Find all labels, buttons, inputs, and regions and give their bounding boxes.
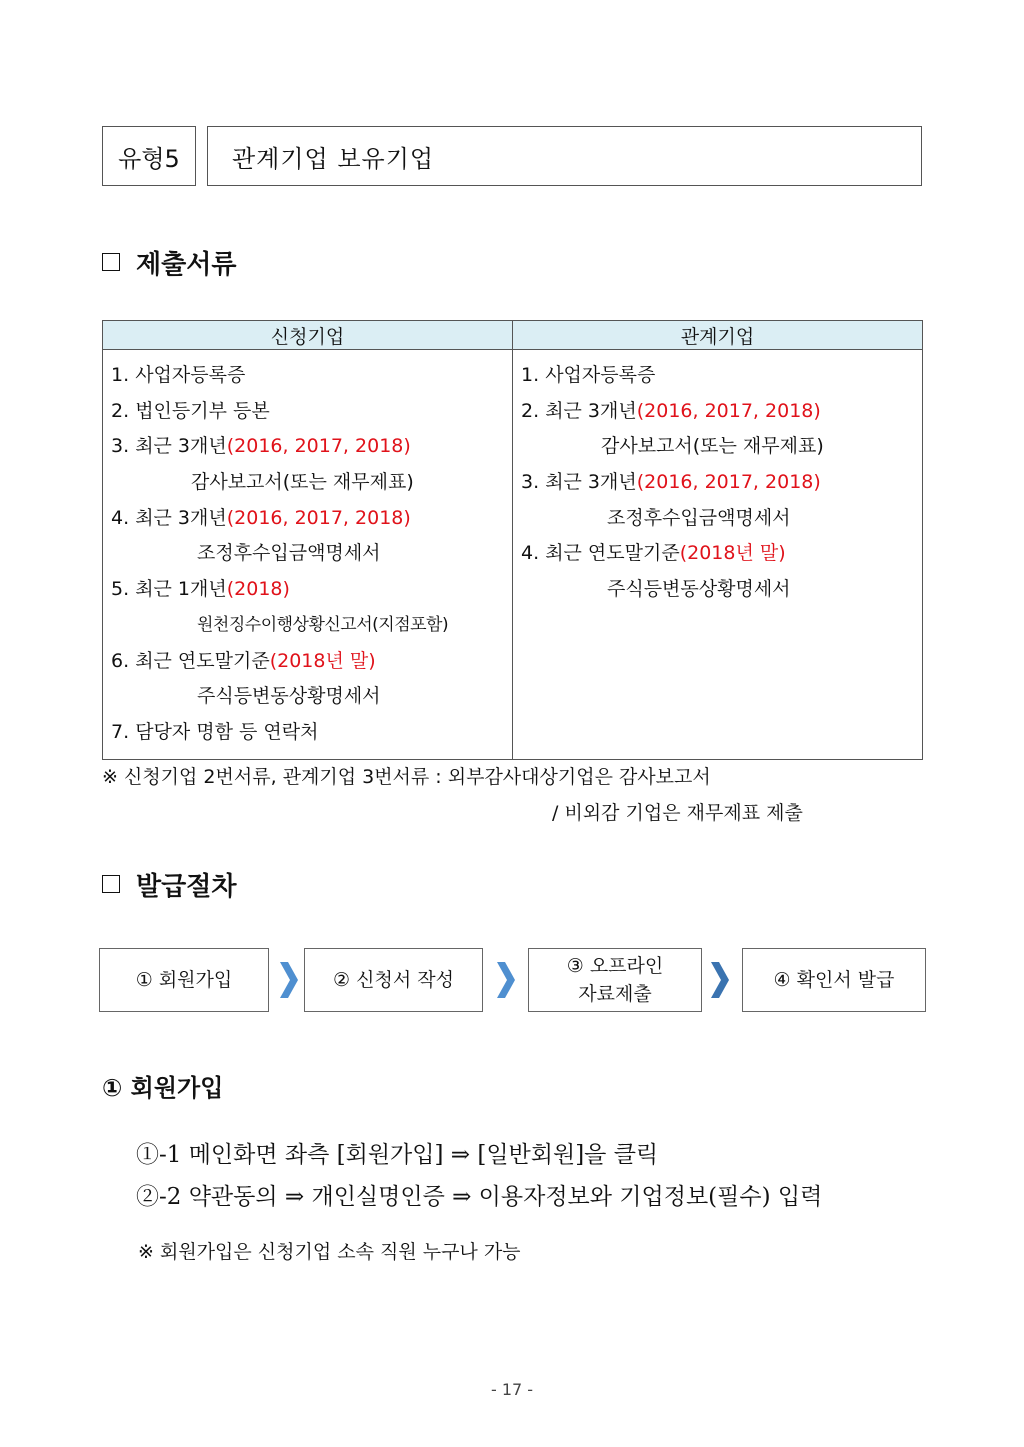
step-4-box bbox=[742, 948, 926, 1012]
doc-item: 2. 최근 3개년(2016, 2017, 2018) bbox=[521, 399, 821, 422]
step-label: ④ 확인서 발급 bbox=[773, 969, 895, 991]
signup-step-1: ①-1 메인화면 좌측 [회원가입] ⇒ [일반회원]을 클릭 bbox=[136, 1142, 659, 1168]
checkbox-square-icon bbox=[102, 875, 120, 893]
step-1-box bbox=[99, 948, 269, 1012]
column-header-applicant: 신청기업 bbox=[103, 321, 513, 350]
step-label: ② 신청서 작성 bbox=[333, 969, 454, 991]
procedure-heading-text: 발급절차 bbox=[136, 871, 237, 902]
signup-step-2: ②-2 약관동의 ⇒ 개인실명인증 ⇒ 이용자정보와 기업정보(필수) 입력 bbox=[136, 1184, 823, 1210]
doc-item-cont: 주식등변동상황명세서 bbox=[607, 578, 791, 601]
page-number: - 17 - bbox=[490, 1380, 534, 1399]
doc-item: 7. 담당자 명함 등 연락처 bbox=[111, 720, 319, 743]
doc-item-cont: 주식등변동상황명세서 bbox=[197, 685, 381, 708]
chevron-right-icon bbox=[495, 960, 517, 1000]
chevron-right-icon bbox=[709, 960, 731, 1000]
doc-item: 6. 최근 연도말기준(2018년 말) bbox=[111, 649, 376, 672]
applicant-docs-cell bbox=[103, 350, 513, 760]
type-title-box bbox=[207, 126, 922, 186]
doc-item-cont: 원천징수이행상황신고서(지점포함) bbox=[197, 614, 449, 635]
doc-item-cont: 조정후수입금액명세서 bbox=[197, 542, 381, 565]
doc-item: 4. 최근 3개년(2016, 2017, 2018) bbox=[111, 506, 411, 529]
type-label: 유형5 bbox=[118, 144, 180, 173]
column-header-related: 관계기업 bbox=[513, 321, 923, 350]
type-title: 관계기업 보유기업 bbox=[232, 144, 435, 173]
step-label: ① 회원가입 bbox=[135, 969, 233, 991]
doc-item: 5. 최근 1개년(2018) bbox=[111, 578, 290, 601]
doc-item-cont: 조정후수입금액명세서 bbox=[607, 506, 791, 529]
checkbox-square-icon bbox=[102, 253, 120, 271]
doc-item: 1. 사업자등록증 bbox=[111, 364, 246, 386]
doc-item: 4. 최근 연도말기준(2018년 말) bbox=[521, 542, 786, 565]
doc-item: 3. 최근 3개년(2016, 2017, 2018) bbox=[521, 471, 821, 494]
signup-heading: ① 회원가입 bbox=[102, 1074, 224, 1102]
doc-item: 3. 최근 3개년(2016, 2017, 2018) bbox=[111, 435, 411, 458]
procedure-heading bbox=[102, 866, 236, 902]
related-docs-cell bbox=[513, 350, 923, 760]
doc-item: 2. 법인등기부 등본 bbox=[111, 399, 270, 422]
documents-heading-text: 제출서류 bbox=[136, 249, 237, 280]
documents-table bbox=[102, 320, 923, 760]
doc-item: 1. 사업자등록증 bbox=[521, 364, 656, 386]
step-2-box bbox=[304, 948, 483, 1012]
step-label: ③ 오프라인 bbox=[566, 955, 664, 977]
step-3-box bbox=[528, 948, 702, 1012]
chevron-right-icon bbox=[278, 960, 300, 1000]
documents-note-line2: / 비외감 기업은 재무제표 제출 bbox=[552, 802, 803, 824]
documents-heading bbox=[102, 244, 236, 280]
step-label-line2: 자료제출 bbox=[578, 983, 652, 1005]
doc-item-cont: 감사보고서(또는 재무제표) bbox=[191, 471, 414, 494]
type-label-box bbox=[102, 126, 196, 186]
documents-note-line1: ※ 신청기업 2번서류, 관계기업 3번서류 : 외부감사대상기업은 감사보고서 bbox=[102, 766, 711, 788]
signup-note: ※ 회원가입은 신청기업 소속 직원 누구나 가능 bbox=[138, 1241, 521, 1263]
doc-item-cont: 감사보고서(또는 재무제표) bbox=[601, 435, 824, 458]
